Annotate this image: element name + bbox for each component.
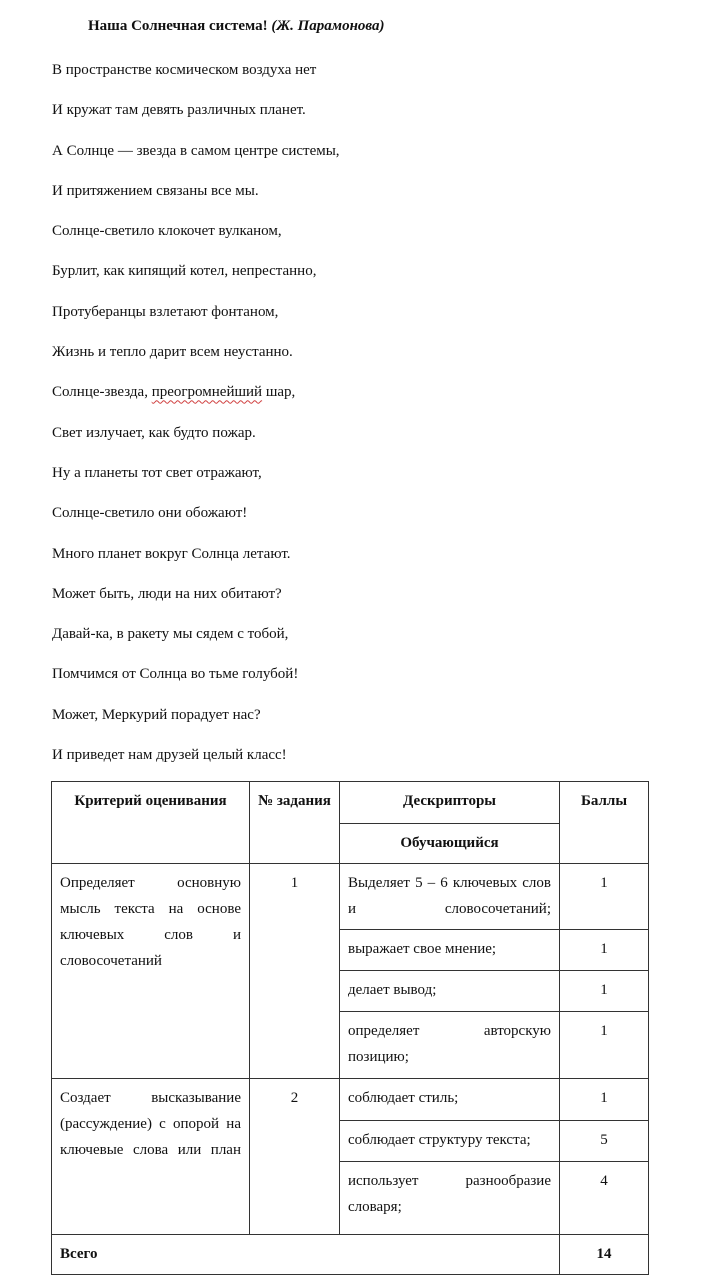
poem-line: Может быть, люди на них обитают? [52,585,282,602]
descriptor-cell: использует разнообразие словаря; [340,1162,560,1235]
poem-line: Солнце-светило клокочет вулканом, [52,223,282,240]
spellcheck-underlined-word: преогромнейший [151,384,263,401]
points-cell: 1 [560,1012,649,1079]
descriptor-cell: делает вывод; [340,971,560,1012]
header-task-number: № задания [250,782,340,864]
poem-line: И притяжением связаны все мы. [52,182,259,199]
descriptor-cell: определяет авторскую позицию; [340,1012,560,1079]
poem-line: Может, Меркурий порадует нас? [52,706,261,723]
poem-line: Давай-ка, в ракету мы сядем с тобой, [52,626,289,643]
criterion-cell: Создает высказывание (рассуждение) с опорой на ключевые слова или план [52,1079,250,1235]
points-cell: 1 [560,1079,649,1121]
points-cell: 4 [560,1162,649,1235]
total-row [52,1235,649,1275]
criterion-cell: Определяет основную мысль текста на основе ключевых слов и словосочетаний [52,864,250,1079]
poem-line: Свет излучает, как будто пожар. [52,424,256,441]
poem-line-part: шар, [262,384,296,401]
poem-line: Бурлит, как кипящий котел, непрестанно, [52,263,317,280]
poem-line: Ну а планеты тот свет отражают, [52,464,262,481]
poem-line: Протуберанцы взлетают фонтаном, [52,303,279,320]
poem-line [52,380,340,420]
title-author: (Ж. Парамонова) [271,18,385,34]
poem-line: Солнце-светило они обожают! [52,505,248,522]
table-row [52,1079,649,1121]
total-label: Всего [52,1235,560,1275]
points-cell: 1 [560,930,649,971]
header-learner: Обучающийся [340,824,560,864]
descriptor-cell: Выделяет 5 – 6 ключевых слов и словосочетаний; [340,864,560,930]
total-value: 14 [560,1235,649,1275]
header-points: Баллы [560,782,649,864]
descriptor-cell: выражает свое мнение; [340,930,560,971]
points-cell: 5 [560,1121,649,1162]
points-cell: 1 [560,864,649,930]
poem [52,58,340,783]
poem-line-part: Солнце-звезда, [52,384,152,401]
title-main: Наша Солнечная система! [88,18,268,34]
table-row [52,864,649,930]
task-number-cell: 1 [250,864,340,1079]
poem-line: В пространстве космическом воздуха нет [52,62,317,78]
descriptor-cell: соблюдает структуру текста; [340,1121,560,1162]
poem-line: Много планет вокруг Солнца летают. [52,545,291,562]
header-criterion: Критерий оценивания [52,782,250,864]
assessment-table [51,781,649,1275]
header-descriptors: Дескрипторы [340,782,560,824]
points-cell: 1 [560,971,649,1012]
poem-line: Жизнь и тепло дарит всем неустанно. [52,344,293,361]
task-number-cell: 2 [250,1079,340,1235]
poem-line: И кружат там девять различных планет. [52,102,306,119]
page-title [88,18,385,35]
poem-line: А Солнце — звезда в самом центре системы, [52,142,340,159]
poem-line: И приведет нам друзей целый класс! [52,747,287,764]
descriptor-cell: соблюдает стиль; [340,1079,560,1121]
poem-line: Помчимся от Солнца во тьме голубой! [52,666,299,683]
